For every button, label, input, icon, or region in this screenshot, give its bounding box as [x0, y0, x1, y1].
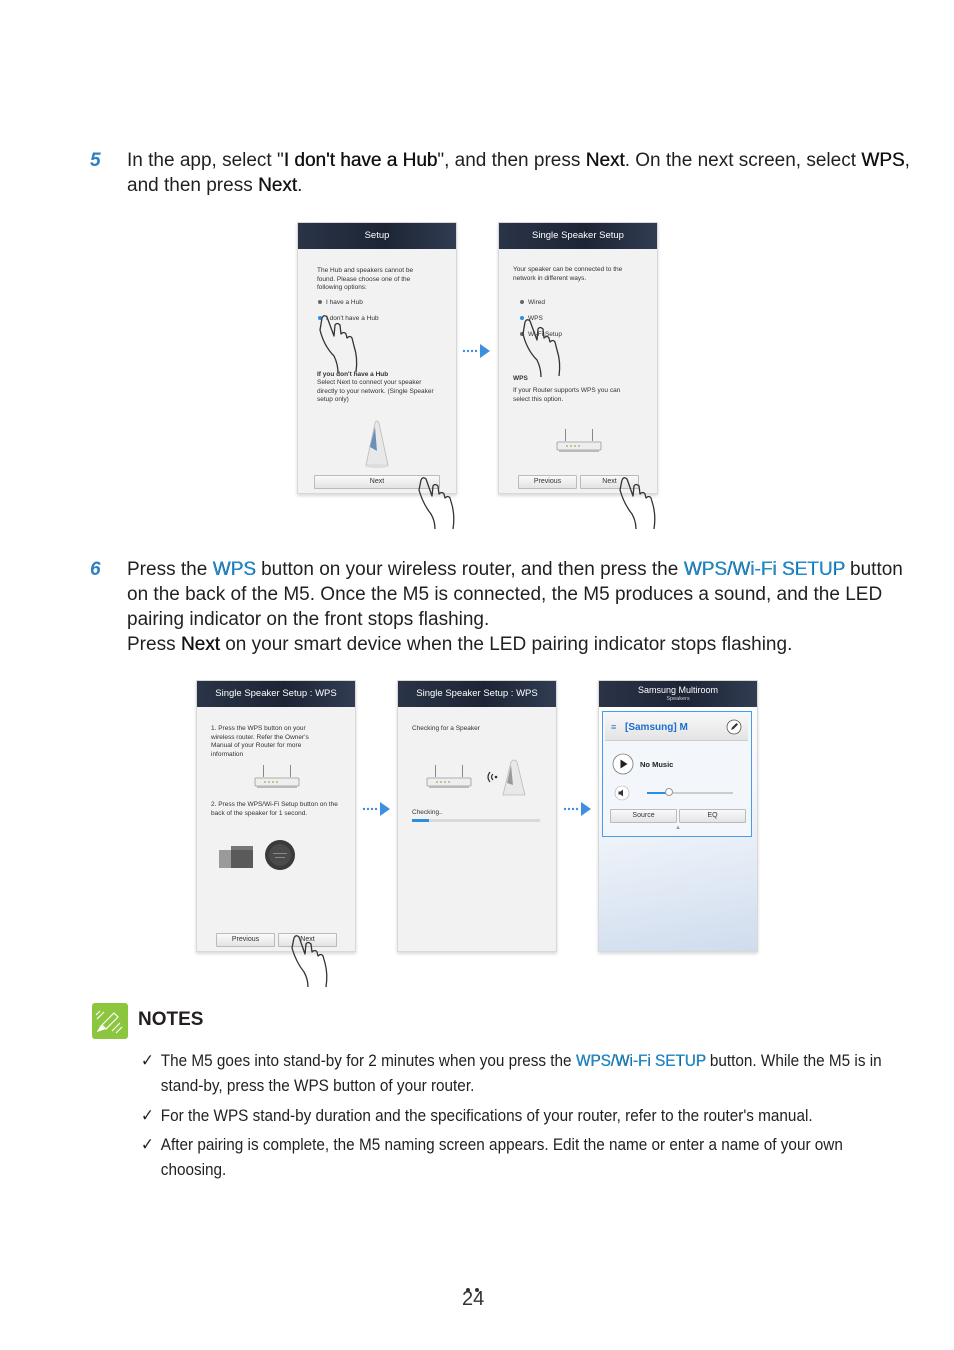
speaker-name: [Samsung] M	[625, 722, 688, 733]
text: button on your wireless router, and then press the	[255, 559, 684, 580]
text: Press the	[127, 559, 213, 580]
text: The M5 goes into stand-by for 2 minutes when you press the	[160, 1051, 576, 1070]
next-button[interactable]: Next	[314, 475, 440, 489]
previous-button[interactable]: Previous	[518, 475, 577, 489]
checkmark-icon: ✓	[141, 1051, 154, 1070]
text: button. While the M5 is in stand-by, press the WPS button of your router.	[160, 1051, 882, 1095]
text: . On the next screen, select	[624, 150, 862, 171]
bold-text: Next	[180, 634, 220, 655]
step-5	[90, 148, 910, 198]
progress-fill	[412, 819, 429, 822]
volume-icon[interactable]	[614, 785, 630, 801]
bold-text: I don't have a Hub	[283, 150, 438, 171]
text: Press	[127, 634, 181, 655]
next-button[interactable]: Next	[278, 933, 337, 947]
screen-title: Single Speaker Setup : WPS	[398, 681, 556, 707]
text: .	[297, 175, 303, 196]
info-title: If you don't have a Hub	[317, 371, 389, 378]
option-label: Wired	[528, 299, 545, 306]
bold-text: WPS/Wi-Fi SETUP	[683, 559, 845, 580]
note-item	[141, 1103, 813, 1128]
option-label: Wi-Fi Setup	[528, 331, 562, 338]
pencil-icon	[92, 1003, 128, 1039]
option-wired[interactable]	[520, 299, 545, 308]
hand-pointer-icon	[288, 932, 334, 988]
play-icon[interactable]	[612, 753, 634, 775]
arrow-right-icon	[362, 802, 392, 816]
step-number: 6	[90, 559, 101, 580]
checking-status: Checking..	[412, 809, 443, 816]
step-text	[127, 148, 910, 198]
source-button[interactable]: Source	[610, 809, 677, 823]
app-header	[599, 681, 757, 707]
wifi-signal-icon	[486, 769, 500, 785]
hand-pointer-icon	[519, 316, 569, 378]
intro-text: Your speaker can be connected to the network in different ways.	[513, 266, 623, 282]
edit-icon[interactable]	[726, 719, 742, 735]
text: ", and then press	[437, 150, 586, 171]
instruction-2: 2. Press the WPS/Wi-Fi Setup button on the back of the speaker for 1 second.	[211, 801, 338, 817]
bold-text: Next	[585, 150, 625, 171]
bold-text: WPS	[861, 150, 905, 171]
bold-text: Next	[257, 175, 298, 196]
intro-text: The Hub and speakers cannot be found. Please choose one of the following options:	[317, 267, 414, 291]
screenshot-wps-checking	[397, 680, 557, 952]
router-icon	[425, 765, 473, 791]
text: on your smart device when the LED pairing indicator stops flashing.	[219, 634, 793, 655]
step-6	[90, 557, 910, 657]
note-text	[161, 1048, 899, 1098]
checking-title: Checking for a Speaker	[412, 725, 480, 732]
eq-button[interactable]: EQ	[679, 809, 746, 823]
speaker-header[interactable]	[605, 714, 748, 741]
list-icon: ≡	[611, 722, 617, 732]
speaker-card	[602, 711, 752, 837]
option-label: WPS	[528, 315, 543, 322]
router-icon	[555, 429, 603, 455]
checkmark-icon: ✓	[141, 1135, 154, 1154]
info-text: Select Next to connect your speaker directly to your network. (Single Speaker setup only)	[317, 379, 434, 403]
speaker-icon	[360, 417, 394, 469]
collapse-icon[interactable]: ▲	[675, 825, 681, 831]
now-playing: No Music	[640, 760, 674, 769]
notes-icon	[92, 1003, 128, 1039]
radio-icon	[520, 300, 524, 304]
bold-text: WPS/Wi-Fi SETUP	[575, 1051, 706, 1070]
note-text: For the WPS stand-by duration and the specifications of your router, refer to the router's manual.	[160, 1106, 813, 1125]
instruction-1: 1. Press the WPS button on your wireless router. Refer the Owner's Manual of your Router for more information	[211, 725, 309, 758]
text: button on the back of the M5. Once the M5 is connected, the M5 produces a sound, and the LED pairing indicator on the front stops flashing.	[127, 559, 903, 630]
hand-pointer-icon	[316, 312, 366, 374]
next-button[interactable]: Next	[580, 475, 639, 489]
speaker-back-icon	[217, 837, 327, 873]
option-label: I don't have a Hub	[326, 315, 379, 322]
volume-knob[interactable]	[665, 788, 673, 796]
info-title: WPS	[513, 375, 528, 382]
hand-pointer-icon	[415, 474, 461, 530]
previous-button[interactable]: Previous	[216, 933, 275, 947]
hand-pointer-icon	[616, 474, 662, 530]
text: In the app, select "	[127, 150, 284, 171]
screen-title: Single Speaker Setup	[499, 223, 657, 249]
progress-bar	[412, 819, 540, 822]
volume-slider[interactable]	[647, 792, 733, 794]
checkmark-icon: ✓	[141, 1106, 154, 1125]
screenshot-samsung-multiroom	[598, 680, 758, 952]
arrow-right-icon	[563, 802, 593, 816]
speaker-icon	[499, 757, 529, 799]
app-subtitle: Speakers	[666, 696, 690, 702]
router-icon	[253, 765, 301, 791]
step-number: 5	[90, 150, 101, 171]
note-item	[141, 1048, 882, 1098]
note-item	[141, 1132, 843, 1182]
notes-title: NOTES	[138, 1009, 204, 1030]
screen-title: Single Speaker Setup : WPS	[197, 681, 355, 707]
option-label: I have a Hub	[326, 299, 363, 306]
bold-text: WPS	[212, 559, 256, 580]
screen-title: Setup	[298, 223, 456, 249]
arrow-right-icon	[462, 344, 492, 358]
page-number: 24	[462, 1288, 485, 1310]
note-text: After pairing is complete, the M5 naming screen appears. Edit the name or enter a name of your own choosing.	[160, 1135, 843, 1179]
screenshot-wps-instructions	[196, 680, 356, 952]
app-title: Samsung Multiroom	[637, 685, 719, 695]
step-text	[127, 557, 910, 657]
text: , and then press	[127, 150, 910, 196]
info-text: If your Router supports WPS you can select this option.	[513, 387, 621, 403]
radio-icon	[318, 300, 322, 304]
option-have-hub[interactable]	[318, 299, 363, 308]
